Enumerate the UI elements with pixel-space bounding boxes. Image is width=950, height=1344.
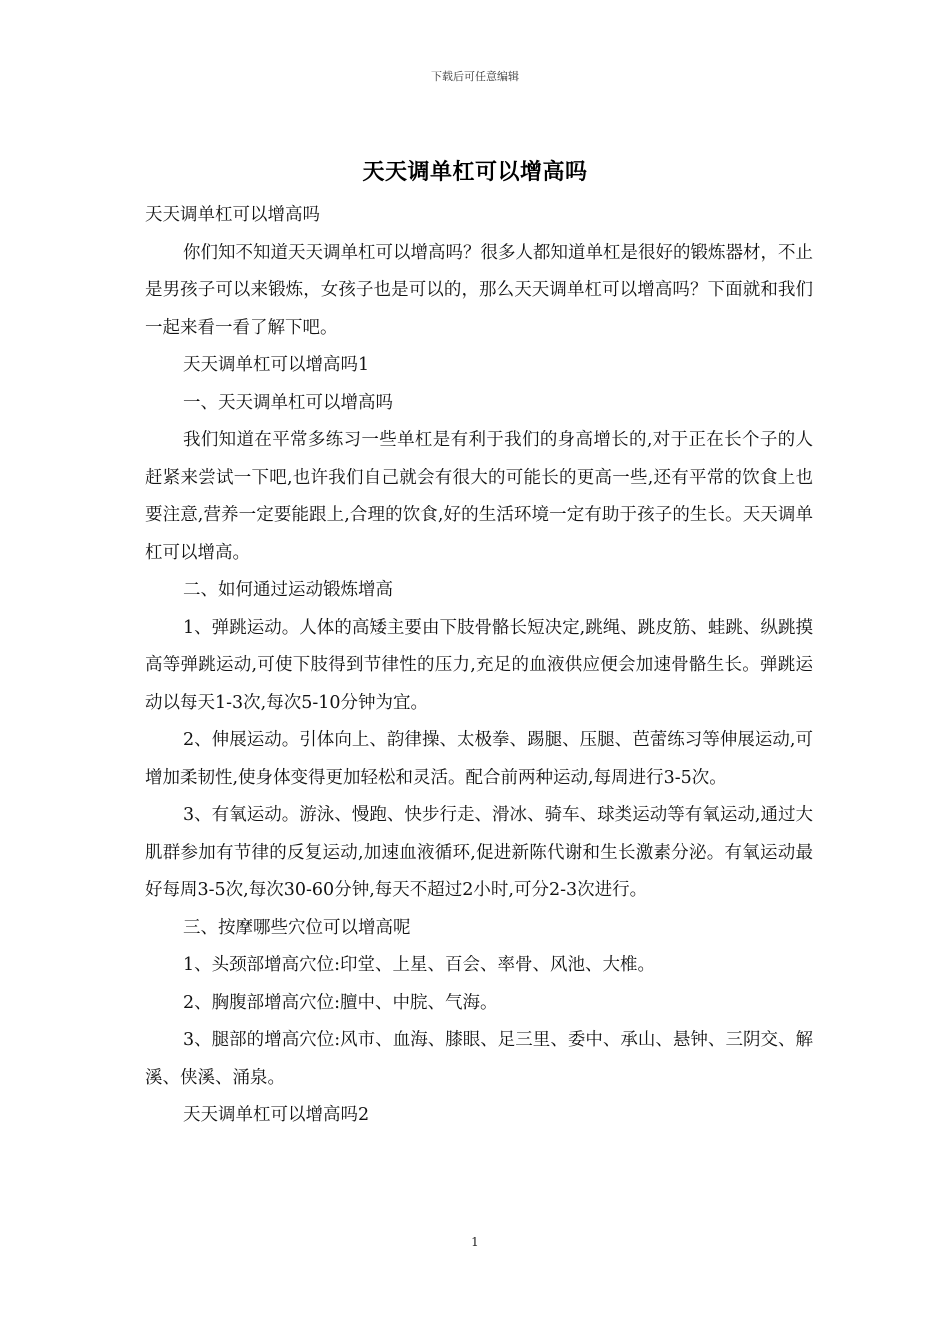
list-item-legs: 3、腿部的增高穴位:风市、血海、膝眼、足三里、委中、承山、悬钟、三阴交、解溪、侠溪、涌泉。 (145, 1030, 813, 1088)
page-number: 1 (471, 1235, 479, 1249)
header-note: 下载后可任意编辑 (431, 70, 519, 83)
document-body (145, 197, 813, 1135)
section-heading-3: 三、按摩哪些穴位可以增高呢 (183, 917, 411, 938)
list-item-jumping: 1、弹跳运动。人体的高矮主要由下肢骨骼长短决定,跳绳、跳皮筋、蛙跳、纵跳摸高等弹跳运动,可使下肢得到节律性的压力,充足的血液供应便会加速骨骼生长。弹跳运动以每天1-3次,每次5-10分钟为宜。 (145, 617, 813, 713)
document-title: 天天调单杠可以增高吗 (362, 159, 588, 185)
list-item-head-neck: 1、头颈部增高穴位:印堂、上星、百会、率骨、风池、大椎。 (183, 955, 656, 975)
paragraph-body: 我们知道在平常多练习一些单杠是有利于我们的身高增长的,对于正在长个子的人赶紧来尝试一下吧,也许我们自己就会有很大的可能长的更高一些,还有平常的饮食上也要注意,营养一定要能跟上,合理的饮食,好的生活环境一定有助于孩子的生长。天天调单杠可以增高。 (145, 430, 813, 563)
section-heading-2: 二、如何通过运动锻炼增高 (183, 580, 393, 600)
list-item-chest-abdomen: 2、胸腹部增高穴位:膻中、中脘、气海。 (183, 992, 498, 1013)
paragraph-intro: 你们知不知道天天调单杠可以增高吗？很多人都知道单杠是很好的锻炼器材，不止是男孩子可以来锻炼，女孩子也是可以的，那么天天调单杠可以增高吗？下面就和我们一起来看一看了解下吧。 (145, 242, 813, 338)
list-item-stretching: 2、伸展运动。引体向上、韵律操、太极拳、踢腿、压腿、芭蕾练习等伸展运动,可增加柔韧性,使身体变得更加轻松和灵活。配合前两种运动,每周进行3-5次。 (145, 730, 813, 788)
section-heading-1: 一、天天调单杠可以增高吗 (183, 392, 393, 413)
section-heading-part-1: 天天调单杠可以增高吗1 (183, 355, 370, 375)
list-item-aerobic: 3、有氧运动。游泳、慢跑、快步行走、滑冰、骑车、球类运动等有氧运动,通过大肌群参加有节律的反复运动,加速血液循环,促进新陈代谢和生长激素分泌。有氧运动最好每周3-5次,每次30-60分钟,每天不超过2小时,可分2-3次进行。 (145, 805, 813, 900)
paragraph-subtitle: 天天调单杠可以增高吗 (145, 205, 320, 225)
section-heading-part-2: 天天调单杠可以增高吗2 (183, 1105, 370, 1125)
